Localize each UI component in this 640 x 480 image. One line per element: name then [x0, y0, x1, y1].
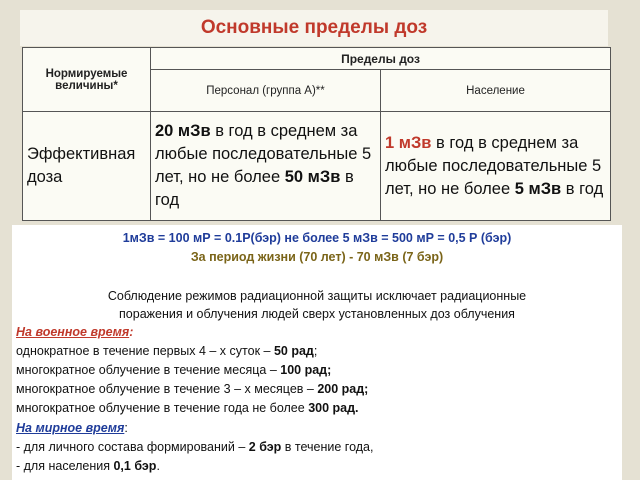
header-quantities [23, 48, 151, 112]
personnel-max-value: 50 мЗв [284, 168, 341, 186]
personnel-limit-suffix: в год [155, 168, 354, 209]
slide-title: Основные пределы доз [200, 17, 428, 38]
list-item [16, 401, 626, 415]
peacetime-item-1-suffix: в течение года, [281, 440, 374, 454]
list-item [16, 363, 626, 377]
personnel-limit-text: в год в среднем за любые последовательные 5 лет, но не более [155, 122, 372, 186]
header-limits-label: Пределы доз [341, 51, 420, 66]
header-population [381, 70, 611, 112]
lifetime-line: За период жизни (70 лет) - 70 мЗв (7 бэр) [190, 250, 444, 264]
list-item [16, 440, 626, 454]
peacetime-item-1-value: 2 бэр [248, 440, 282, 454]
paragraph-line-2: поражения и облучения людей сверх установленных доз облучения [119, 307, 515, 321]
wartime-item-2-text: многократное облучение в течение месяца – [16, 363, 281, 377]
peacetime-item-2-value: 0,1 бэр [113, 459, 157, 473]
table-header-row [23, 48, 611, 70]
header-personnel [151, 70, 381, 112]
conversion-line: 1мЗв = 100 мР = 0.1Р(бэр) не более 5 мЗв = 500 мР = 0,5 Р (бэр) [122, 231, 512, 245]
header-population-label: Население [466, 84, 525, 97]
peacetime-heading-colon: : [124, 421, 128, 435]
wartime-item-4-text: многократное облучение в течение года не более [16, 401, 309, 415]
peacetime-heading [16, 421, 626, 435]
dose-limits-table [22, 47, 611, 221]
wartime-heading-label: На военное время [16, 325, 130, 339]
wartime-item-1-suffix: ; [313, 344, 318, 358]
wartime-item-2-value: 100 рад; [280, 363, 332, 377]
list-item [16, 459, 626, 473]
wartime-item-1-value: 50 рад [273, 344, 314, 358]
population-limit-suffix: в год [561, 179, 604, 198]
wartime-item-3-value: 200 рад; [317, 382, 369, 396]
peacetime-item-2-suffix: . [156, 459, 160, 473]
paragraph-line-1: Соблюдение режимов радиационной защиты исключает радиационные [107, 289, 527, 303]
list-item [16, 382, 626, 396]
peacetime-heading-label: На мирное время [16, 421, 125, 435]
wartime-heading-colon: : [129, 325, 134, 339]
population-annual-value: 1 мЗв [385, 133, 432, 152]
population-max-value: 5 мЗв [514, 179, 562, 198]
wartime-item-1-text: однократное в течение первых 4 – х суток – [16, 344, 274, 358]
population-limit-text: в год в среднем за любые последовательные 5 лет, но не более [385, 133, 602, 198]
personnel-annual-value: 20 мЗв [155, 122, 211, 140]
effective-dose-label: Эффективная доза [27, 145, 136, 186]
cell-population-limit [381, 112, 611, 221]
cell-effective-dose-label [23, 112, 151, 221]
wartime-item-3-text: многократное облучение в течение 3 – х месяцев – [16, 382, 318, 396]
wartime-heading [16, 325, 626, 339]
peacetime-item-1-text: - для личного состава формирований – [16, 440, 249, 454]
notes-panel [12, 225, 622, 480]
title-bar [20, 10, 608, 46]
header-personnel-label: Персонал (группа А)** [206, 84, 325, 97]
header-quantities-label: Нормируемые величины* [45, 67, 128, 92]
header-limits [151, 48, 611, 70]
table-row-effective-dose [23, 112, 611, 221]
list-item [16, 344, 626, 358]
wartime-item-4-value: 300 рад. [308, 401, 359, 415]
peacetime-item-2-text: - для населения [16, 459, 114, 473]
cell-personnel-limit [151, 112, 381, 221]
